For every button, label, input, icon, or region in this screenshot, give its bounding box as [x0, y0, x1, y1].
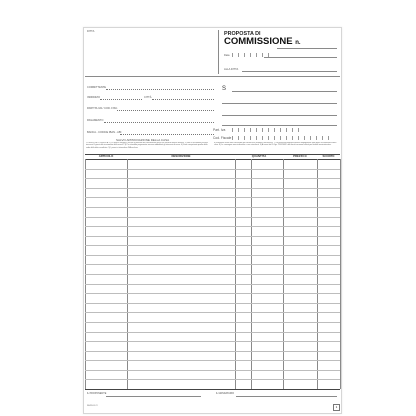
company-label: COMMITTENTE	[87, 86, 107, 89]
proposal-title: PROPOSTA DI	[224, 31, 261, 37]
vat-field[interactable]	[117, 110, 214, 111]
col-header-quantita: QUANTITÀ	[251, 154, 267, 158]
vat-no-field[interactable]	[232, 128, 299, 132]
table-row[interactable]	[85, 197, 340, 198]
table-row[interactable]	[85, 322, 340, 323]
col-line-5	[340, 159, 341, 389]
table-row[interactable]	[85, 264, 340, 265]
signature-agent-field[interactable]	[236, 396, 337, 397]
table-row[interactable]	[85, 341, 340, 342]
agent-line-4[interactable]	[222, 125, 337, 126]
table-row[interactable]	[85, 351, 340, 352]
header-divider	[218, 30, 219, 74]
signature-agent-label: IL MANDATARIO	[216, 392, 235, 395]
conditions-right: 6) Eventuali sconti non concordati per iscritto non saranno riconosciuti. 7) La presente proposta diventa impegnativa solo dopo l'accettazione della casa. 8) Le consegne sono indicative e non vincolanti. 9) Ai sensi del D.Lgs. 196/2003 i dati forniti saranno trattati per finalità amministrative.	[214, 142, 337, 147]
signature-client-label: IL PROPONENTE	[87, 392, 107, 395]
agent-line-2[interactable]	[222, 103, 337, 104]
number-label: n.	[295, 40, 301, 46]
table-row[interactable]	[85, 312, 340, 313]
agent-field[interactable]	[232, 91, 337, 92]
table-bottom-border	[85, 389, 340, 390]
form-code: DU1101 C/	[87, 405, 98, 407]
table-row[interactable]	[85, 217, 340, 218]
vat-label: PARTITA IVA / COD. FISC.	[87, 107, 118, 110]
agent-label: S	[222, 86, 227, 92]
form-sheet	[83, 27, 342, 414]
city-label: CITTÀ	[144, 96, 152, 99]
table-row[interactable]	[85, 303, 340, 304]
col-header-descrizione: DESCRIZIONE	[171, 154, 191, 158]
vat-no-label: Part. Iva	[213, 128, 226, 132]
table-row[interactable]	[85, 255, 340, 256]
address-label: INDIRIZZO	[87, 96, 100, 99]
approval-note: SALVO APPROVAZIONE DELLA CASA	[116, 138, 170, 142]
col-header-sconto: SCONTO	[322, 154, 335, 158]
table-row[interactable]	[85, 370, 340, 371]
table-row[interactable]	[85, 236, 340, 237]
col-header-articolo: ARTICOLO	[98, 154, 114, 158]
table-row[interactable]	[85, 274, 340, 275]
ditta-label: DITTA	[87, 30, 95, 33]
date-line	[264, 57, 337, 58]
table-row[interactable]	[85, 178, 340, 179]
signature-client-field[interactable]	[106, 396, 201, 397]
agent-line-3[interactable]	[222, 115, 337, 116]
address-field[interactable]	[100, 99, 142, 100]
to-company-label: ALLA DITTA	[224, 68, 239, 71]
tax-code-field[interactable]	[232, 136, 329, 140]
bank-label: BANCA - CODICE IBAN - ABI	[87, 131, 122, 134]
table-row[interactable]	[85, 360, 340, 361]
company-field[interactable]	[106, 89, 214, 90]
table-row[interactable]	[85, 226, 340, 227]
table-row[interactable]	[85, 379, 340, 380]
header-separator	[85, 76, 340, 77]
conditions-left: CONDIZIONI DI VENDITA: 1) La merce viaggia a rischio e pericolo del committente anche se venduta franco destino. 2) Non si accettano reclami trascorsi 8 giorni dal ricevimento della merce. 3) Per ritardato pagamento saranno addebitati gli interessi di mora. 4) Foro competente quello della sede della ditta venditrice. 5) I prezzi si intendono IVA esclusa.	[86, 142, 208, 149]
payment-field[interactable]	[104, 122, 214, 123]
table-row[interactable]	[85, 207, 340, 208]
col-header-prezzo: PREZZO €	[293, 154, 307, 158]
to-company-field[interactable]	[242, 71, 337, 72]
items-table[interactable]	[85, 159, 340, 389]
page-marker: 1	[333, 404, 340, 411]
payment-label: PAGAMENTO	[87, 119, 104, 122]
city-field[interactable]	[152, 99, 214, 100]
proposal-subtitle-text: COMMISSIONE	[224, 36, 293, 47]
proposal-subtitle	[224, 37, 301, 48]
table-row[interactable]	[85, 332, 340, 333]
table-row[interactable]	[85, 188, 340, 189]
table-row[interactable]	[85, 245, 340, 246]
table-row[interactable]	[85, 169, 340, 170]
tax-code-label: Cod. Fiscale	[213, 136, 232, 140]
bank-field[interactable]	[120, 134, 214, 135]
table-row[interactable]	[85, 284, 340, 285]
date-label: Data	[224, 54, 230, 57]
table-row[interactable]	[85, 293, 340, 294]
number-field[interactable]	[277, 48, 337, 49]
